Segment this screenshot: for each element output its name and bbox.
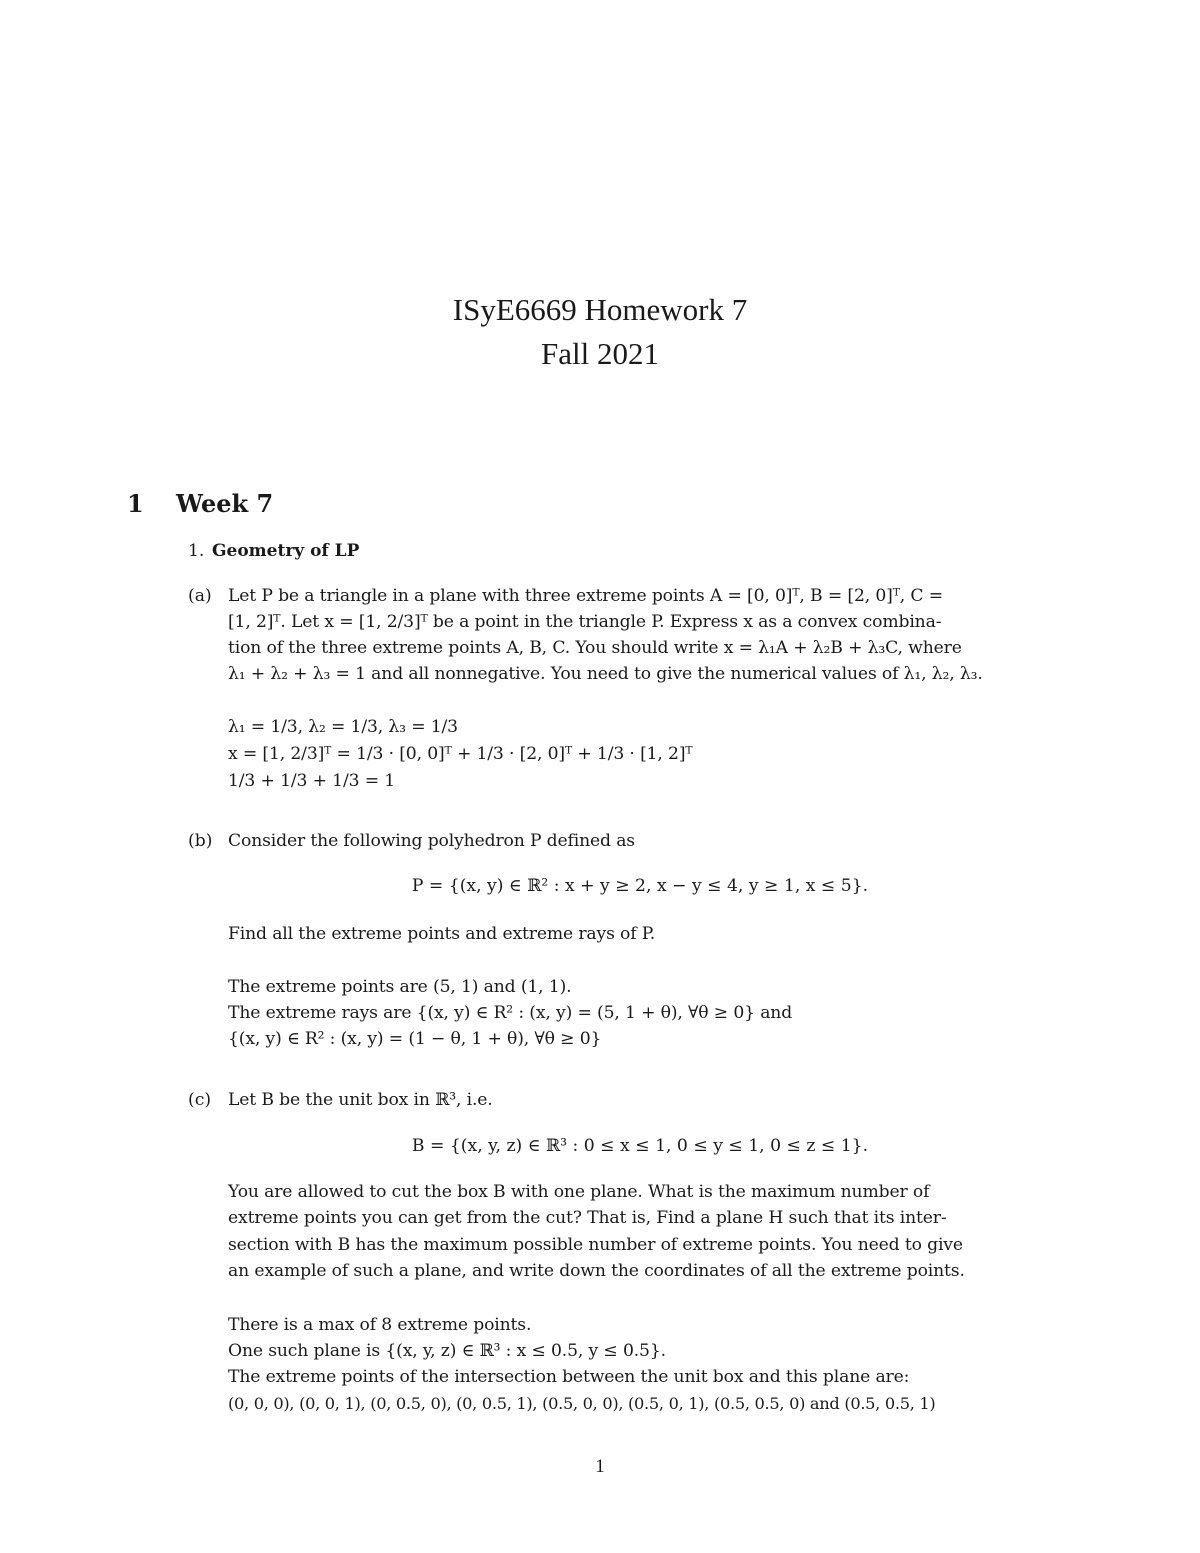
- part-a-line-3: tion of the three extreme points A, B, C. You should write x = λ₁A + λ₂B + λ₃C, where: [228, 638, 962, 658]
- part-a-line-1: Let P be a triangle in a plane with three extreme points A = [0, 0]ᵀ, B = [2, 0]ᵀ, C =: [228, 586, 943, 606]
- part-c-answer-3: The extreme points of the intersection between the unit box and this plane are:: [228, 1367, 910, 1387]
- part-c-line-3: section with B has the maximum possible number of extreme points. You need to give: [228, 1235, 963, 1255]
- part-c-equation: B = {(x, y, z) ∈ ℝ³ : 0 ≤ x ≤ 1, 0 ≤ y ≤ 1, 0 ≤ z ≤ 1}.: [411, 1136, 869, 1156]
- page-number: 1: [595, 1456, 605, 1477]
- document-title: ISyE6669 Homework 7: [452, 292, 748, 327]
- part-a-line-4: λ₁ + λ₂ + λ₃ = 1 and all nonnegative. You need to give the numerical values of λ₁, λ₂, λ₃.: [228, 664, 983, 684]
- part-c-line-2: extreme points you can get from the cut? That is, Find a plane H such that its inter-: [228, 1208, 947, 1228]
- part-c-line-4: an example of such a plane, and write down the coordinates of all the extreme points.: [228, 1261, 965, 1281]
- document-subtitle: Fall 2021: [541, 336, 659, 371]
- problem-number: 1.: [188, 541, 205, 561]
- part-b-question: Find all the extreme points and extreme rays of P.: [228, 924, 656, 944]
- part-b-answer-3: {(x, y) ∈ R² : (x, y) = (1 − θ, 1 + θ), ∀θ ≥ 0}: [228, 1029, 602, 1049]
- part-a-answer-3: 1/3 + 1/3 + 1/3 = 1: [228, 771, 396, 791]
- part-b-answer-1: The extreme points are (5, 1) and (1, 1).: [228, 977, 572, 997]
- part-a-line-2: [1, 2]ᵀ. Let x = [1, 2/3]ᵀ be a point in the triangle P. Express x as a convex combina-: [228, 612, 942, 632]
- problem-title: Geometry of LP: [212, 541, 360, 561]
- part-b-equation: P = {(x, y) ∈ ℝ² : x + y ≥ 2, x − y ≤ 4, y ≥ 1, x ≤ 5}.: [411, 876, 869, 896]
- part-b-answer-2: The extreme rays are {(x, y) ∈ R² : (x, y) = (5, 1 + θ), ∀θ ≥ 0} and: [228, 1003, 793, 1023]
- part-c-intro: Let B be the unit box in ℝ³, i.e.: [228, 1090, 493, 1110]
- part-a-answer-1: λ₁ = 1/3, λ₂ = 1/3, λ₃ = 1/3: [228, 717, 458, 737]
- part-c-answer-2: One such plane is {(x, y, z) ∈ ℝ³ : x ≤ 0.5, y ≤ 0.5}.: [228, 1341, 666, 1361]
- section-title: Week 7: [176, 489, 274, 518]
- part-c-line-1: You are allowed to cut the box B with one plane. What is the maximum number of: [228, 1182, 930, 1202]
- part-c-answer-1: There is a max of 8 extreme points.: [228, 1315, 532, 1335]
- part-a-label: (a): [188, 586, 212, 606]
- section-number: 1: [127, 489, 144, 518]
- part-c-label: (c): [188, 1090, 212, 1110]
- part-b-intro: Consider the following polyhedron P defined as: [228, 831, 635, 851]
- part-a-answer-2: x = [1, 2/3]ᵀ = 1/3 · [0, 0]ᵀ + 1/3 · [2, 0]ᵀ + 1/3 · [1, 2]ᵀ: [228, 744, 693, 764]
- part-b-label: (b): [188, 831, 213, 851]
- part-c-answer-4: (0, 0, 0), (0, 0, 1), (0, 0.5, 0), (0, 0.5, 1), (0.5, 0, 0), (0.5, 0, 1), (0.5, 0.5, 0) and (0.5, 0.5, 1): [228, 1394, 936, 1413]
